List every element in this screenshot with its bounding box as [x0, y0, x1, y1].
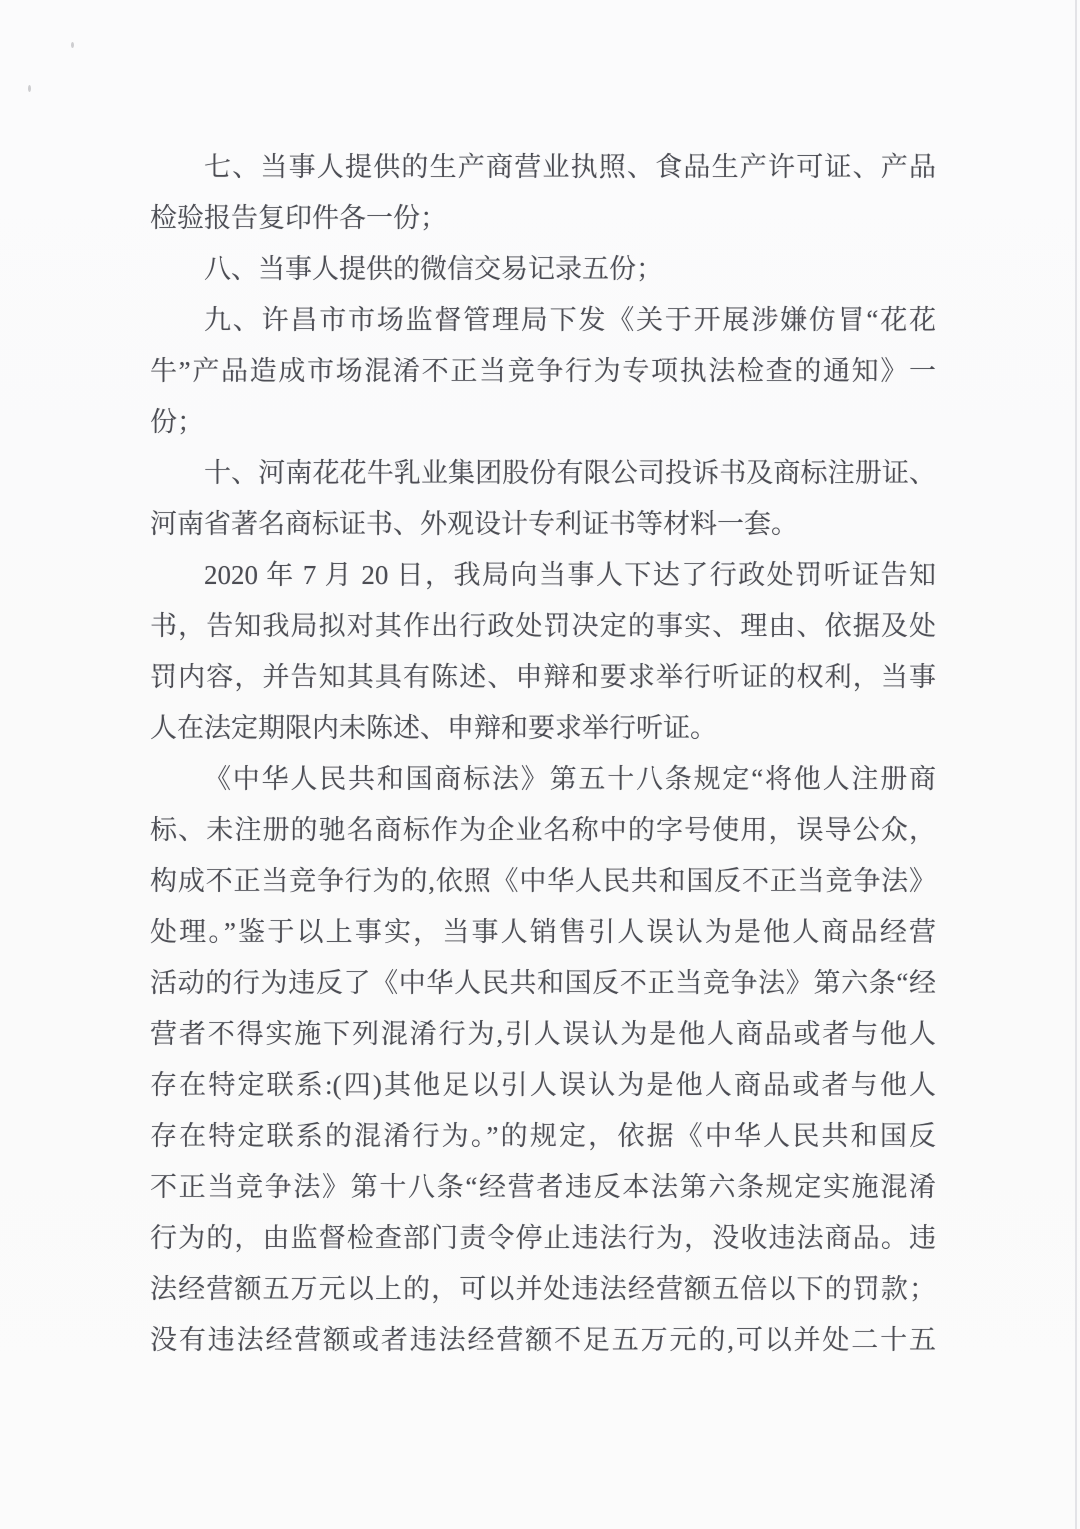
text-line: 十、河南花花牛乳业集团股份有限公司投诉书及商标注册证、: [204, 458, 936, 488]
text-line: 存在特定联系的混淆行为。”的规定，依据《中华人民共和国反: [150, 1121, 936, 1151]
text-line: 营者不得实施下列混淆行为,引人误认为是他人商品或者与他人: [150, 1019, 936, 1049]
scan-speck: [28, 85, 31, 92]
text-line: 份；: [150, 407, 204, 437]
scan-speck: [71, 42, 74, 48]
text-line: 没有违法经营额或者违法经营额不足五万元的,可以并处二十五: [150, 1325, 936, 1355]
text-line: 九、许昌市市场监督管理局下发《关于开展涉嫌仿冒“花花: [204, 305, 936, 335]
document-text: [150, 142, 936, 1366]
text-line: 书，告知我局拟对其作出行政处罚决定的事实、理由、依据及处: [150, 611, 936, 641]
text-line: 存在特定联系:(四)其他足以引人误认为是他人商品或者与他人: [150, 1070, 936, 1100]
text-line: 人在法定期限内未陈述、申辩和要求举行听证。: [150, 713, 717, 743]
scan-edge-line: [1075, 0, 1077, 1529]
text-line: 不正当竞争法》第十八条“经营者违反本法第六条规定实施混淆: [150, 1172, 936, 1202]
text-line: 罚内容，并告知其具有陈述、申辩和要求举行听证的权利，当事: [150, 662, 936, 692]
text-line: 行为的，由监督检查部门责令停止违法行为，没收违法商品。违: [150, 1223, 936, 1253]
text-line: 检验报告复印件各一份；: [150, 203, 447, 233]
text-line: 七、当事人提供的生产商营业执照、食品生产许可证、产品: [204, 152, 936, 182]
text-line: 2020 年 7 月 20 日，我局向当事人下达了行政处罚听证告知: [204, 560, 936, 590]
text-line: 构成不正当竞争行为的,依照《中华人民共和国反不正当竞争法》: [150, 866, 936, 896]
text-line: 八、当事人提供的微信交易记录五份；: [204, 254, 663, 284]
text-line: 河南省著名商标证书、外观设计专利证书等材料一套。: [150, 509, 798, 539]
text-line: 活动的行为违反了《中华人民共和国反不正当竞争法》第六条“经: [150, 968, 936, 998]
text-line: 法经营额五万元以上的，可以并处违法经营额五倍以下的罚款；: [150, 1274, 936, 1304]
text-line: 标、未注册的驰名商标作为企业名称中的字号使用，误导公众，: [150, 815, 936, 845]
text-line: 牛”产品造成市场混淆不正当竞争行为专项执法检查的通知》一: [150, 356, 936, 386]
text-line: 《中华人民共和国商标法》第五十八条规定“将他人注册商: [204, 764, 936, 794]
text-line: 处理。”鉴于以上事实，当事人销售引人误认为是他人商品经营: [150, 917, 936, 947]
